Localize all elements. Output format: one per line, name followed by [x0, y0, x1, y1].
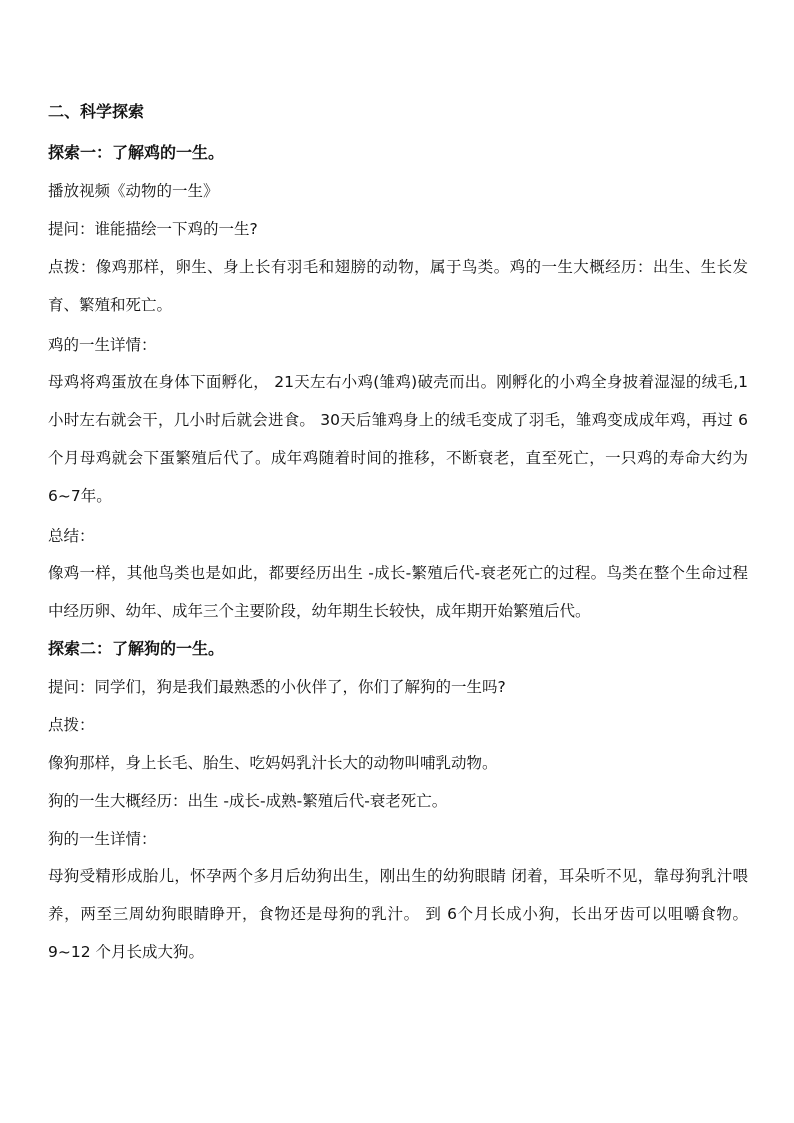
explore1-video: 播放视频《动物的一生》 — [48, 182, 219, 200]
explore2-hint-label: 点拨： — [48, 716, 95, 734]
document-body — [48, 100, 748, 971]
explore1-summary: 像鸡一样，其他鸟类也是如此，都要经历出生 -成长-繁殖后代-衰老死亡的过程。鸟类在整个生命过程中经历卵、幼年、成年三个主要阶段，幼年期生长较快，成年期开始繁殖后代。 — [48, 564, 748, 620]
explore1-hint: 点拨：像鸡那样，卵生、身上长有羽毛和翅膀的动物，属于鸟类。鸡的一生大概经历：出生、生长发育、繁殖和死亡。 — [48, 258, 748, 314]
explore2-detail-label: 狗的一生详情： — [48, 830, 157, 848]
explore2-detail: 母狗受精形成胎儿，怀孕两个多月后幼狗出生，刚出生的幼狗眼睛 闭着，耳朵听不见，靠母狗乳汁喂养，两至三周幼狗眼睛睁开，食物还是母狗的乳汁。 到 6个月长成小狗，长出牙齿可以咀嚼食物。 9~12 个月长成大狗。 — [48, 867, 749, 961]
explore2-title: 探索二：了解狗的一生。 — [48, 639, 225, 658]
explore2-hint-line2: 狗的一生大概经历：出生 -成长-成熟-繁殖后代-衰老死亡。 — [48, 792, 448, 810]
explore1-summary-label: 总结： — [48, 527, 95, 545]
section-title: 二、科学探索 — [48, 102, 145, 121]
explore1-detail-label: 鸡的一生详情： — [48, 336, 157, 354]
explore2-question: 提问：同学们，狗是我们最熟悉的小伙伴了，你们了解狗的一生吗? — [48, 678, 506, 696]
explore1-question: 提问：谁能描绘一下鸡的一生? — [48, 220, 258, 238]
explore1-title: 探索一：了解鸡的一生。 — [48, 143, 225, 162]
explore2-hint-line1: 像狗那样，身上长毛、胎生、吃妈妈乳汁长大的动物叫哺乳动物。 — [48, 754, 498, 772]
explore1-detail: 母鸡将鸡蛋放在身体下面孵化， 21天左右小鸡(雏鸡)破壳而出。刚孵化的小鸡全身披着湿湿的绒毛,1小时左右就会干，几小时后就会进食。 30天后雏鸡身上的绒毛变成了羽毛，雏鸡变成成年鸡，再过 6个月母鸡就会下蛋繁殖后代了。成年鸡随着时间的推移，不断衰老，直至死亡，一只鸡的寿命大约为 6~7年。 — [48, 373, 748, 505]
